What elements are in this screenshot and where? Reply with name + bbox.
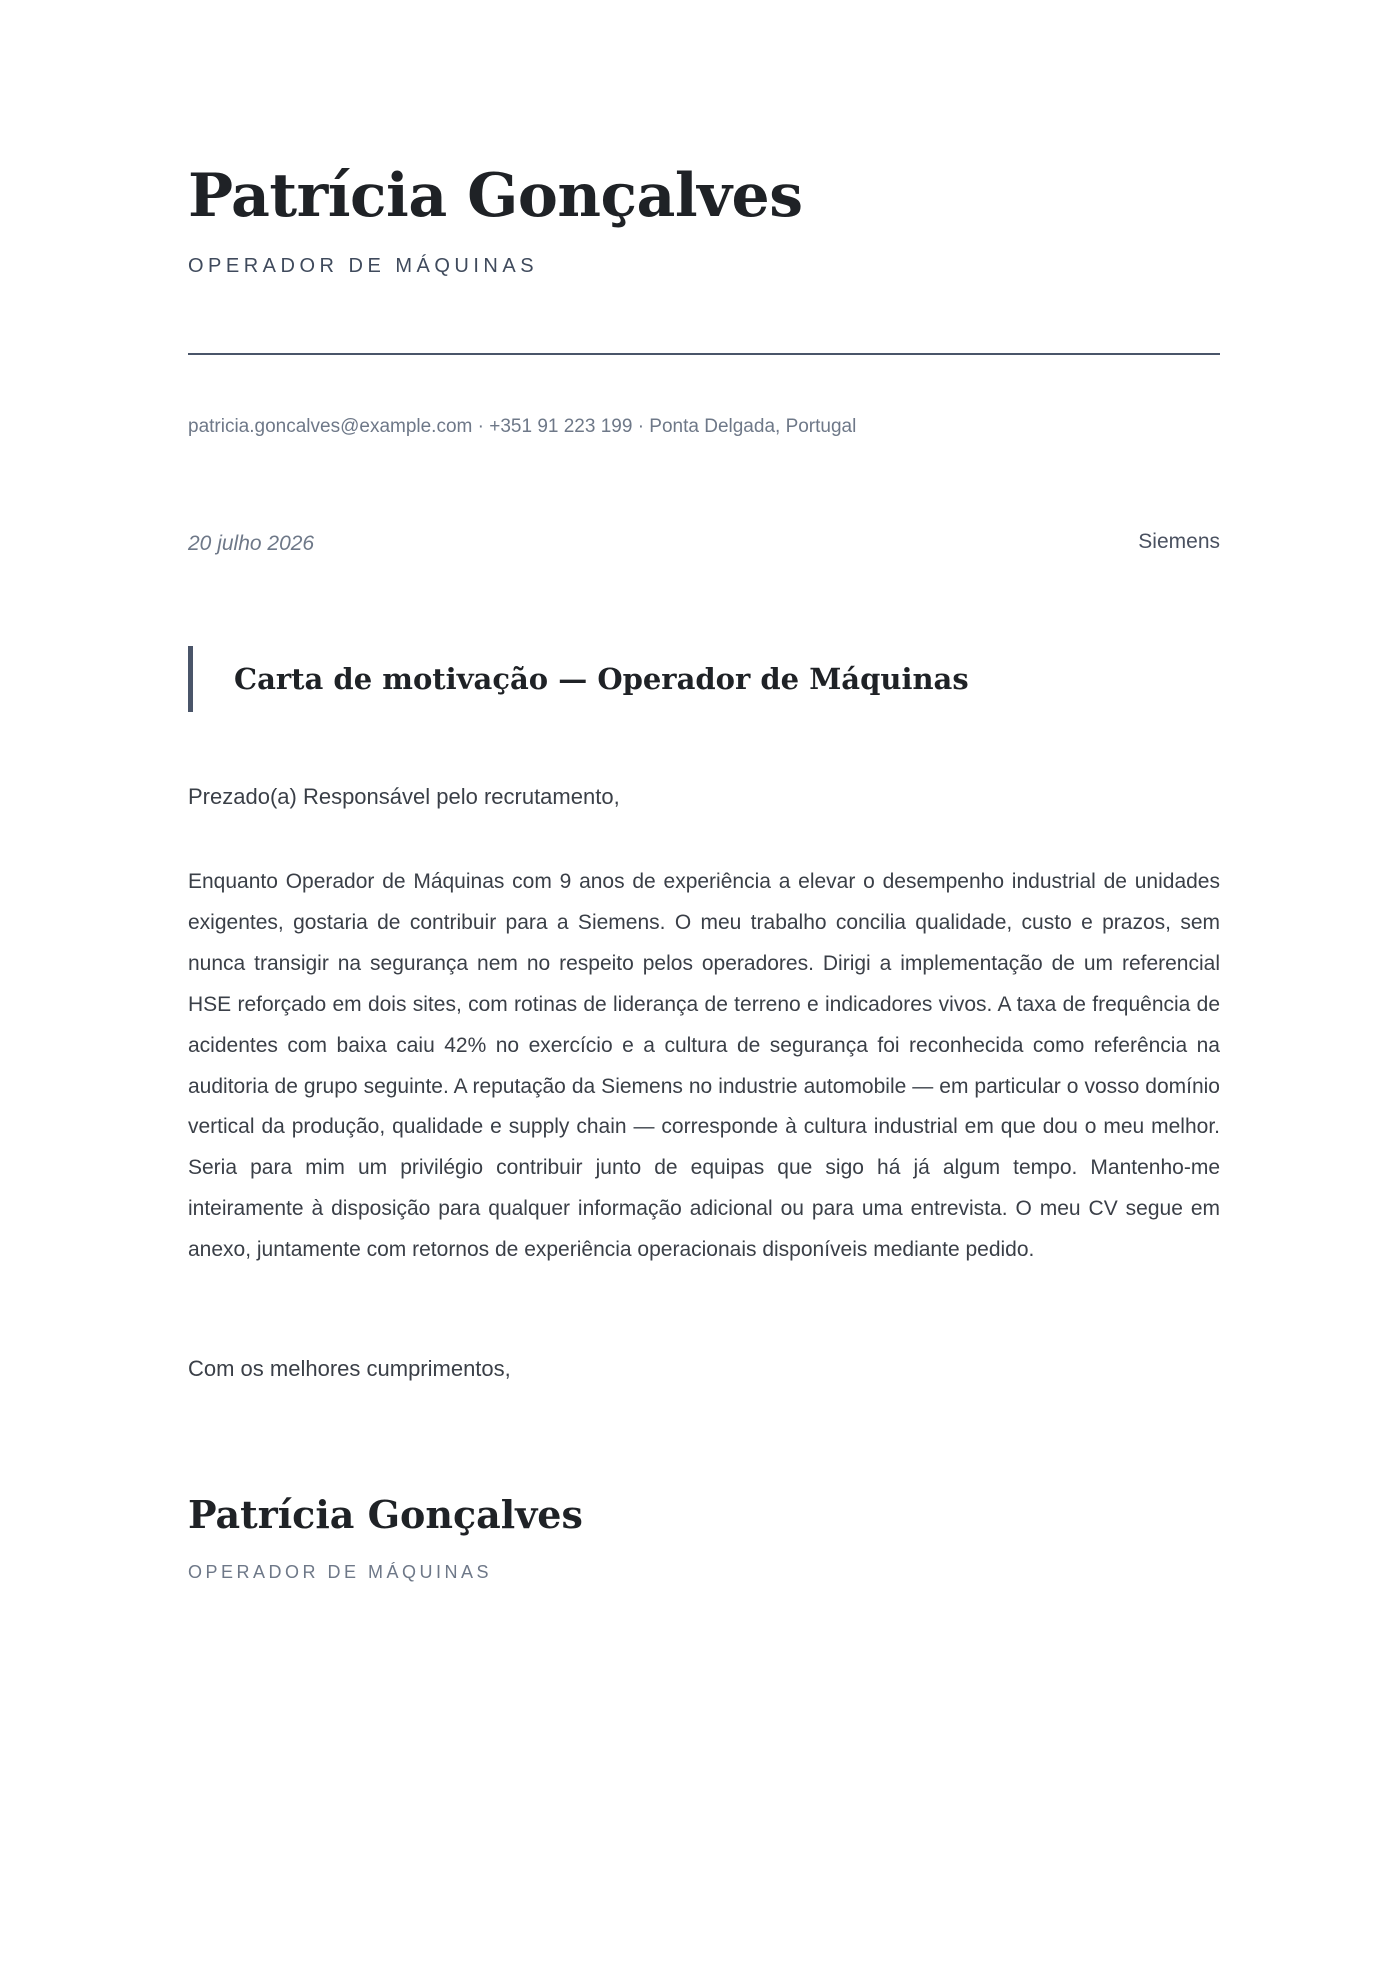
applicant-role: OPERADOR DE MÁQUINAS [188,255,539,277]
applicant-name: Patrícia Gonçalves [188,161,803,231]
subject-text: Carta de motivação — Operador de Máquinas [234,662,969,696]
contact-line: patricia.goncalves@example.com · +351 91 223 199 · Ponta Delgada, Portugal [188,416,857,437]
signature-role: OPERADOR DE MÁQUINAS [188,1562,493,1582]
letter-greeting: Prezado(a) Responsável pelo recrutamento, [188,784,620,809]
header-divider [188,353,1220,355]
cover-letter-page [188,0,1220,1980]
letter-closing: Com os melhores cumprimentos, [188,1356,511,1381]
letter-date: 20 julho 2026 [188,532,315,555]
letter-body: Enquanto Operador de Máquinas com 9 anos de experiência a elevar o desempenho industrial de unidades exigentes, gostaria de contribuir para a Siemens. O meu trabalho concilia qualidade, custo e prazos, sem nunca transigir na segurança nem no respeito pelos operadores. Dirigi a implementação de um referencial HSE reforçado em dois sites, com rotinas de liderança de terreno e indicadores vivos. A taxa de frequência de acidentes com baixa caiu 42% no exercício e a cultura de segurança foi reconhecida como referência na auditoria de grupo seguinte. A reputação da Siemens no industrie automobile — em particular o vosso domínio vertical da produção, qualidade e supply chain — corresponde à cultura industrial em que dou o meu melhor. Seria para mim um privilégio contribuir junto de equipas que sigo há já algum tempo. Mantenho-me inteiramente à disposição para qualquer informação adicional ou para uma entrevista. O meu CV segue em anexo, juntamente com retornos de experiência operacionais disponíveis mediante pedido. [188,870,1220,1262]
recipient-company: Siemens [1138,530,1220,553]
signature-name: Patrícia Gonçalves [188,1492,583,1537]
letter-subject [188,646,969,712]
